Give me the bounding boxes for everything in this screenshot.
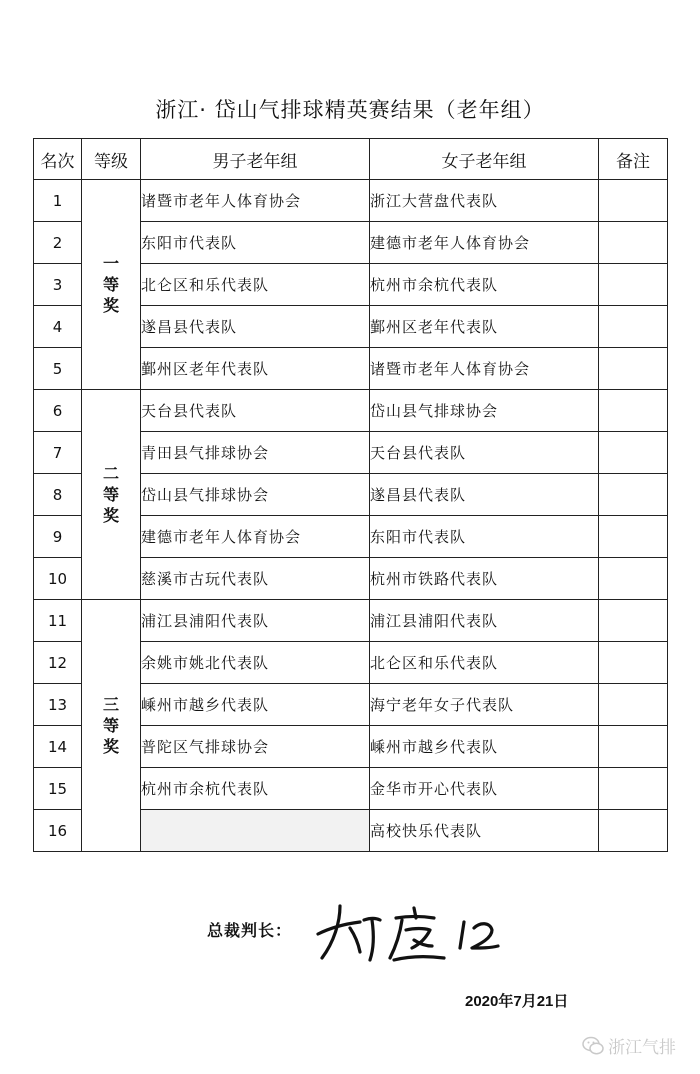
women-team-cell: 天台县代表队 bbox=[370, 432, 599, 474]
rank-cell: 4 bbox=[34, 306, 82, 348]
handwritten-signature bbox=[310, 898, 510, 968]
watermark-text: 浙江气排 bbox=[608, 1038, 676, 1058]
table-row bbox=[34, 180, 668, 222]
men-team-cell bbox=[141, 810, 370, 852]
grade-cell-third bbox=[82, 600, 141, 852]
page-title: 浙江· 岱山气排球精英赛结果（老年组） bbox=[155, 98, 545, 122]
women-team-cell: 东阳市代表队 bbox=[370, 516, 599, 558]
men-team-cell: 青田县气排球协会 bbox=[141, 432, 370, 474]
date-text: 2020年7月21日 bbox=[465, 993, 569, 1010]
rank-cell: 6 bbox=[34, 390, 82, 432]
note-cell bbox=[599, 516, 668, 558]
rank-cell: 15 bbox=[34, 768, 82, 810]
men-team-cell: 浦江县浦阳代表队 bbox=[141, 600, 370, 642]
note-cell bbox=[599, 726, 668, 768]
men-team-cell: 东阳市代表队 bbox=[141, 222, 370, 264]
table-row bbox=[34, 600, 668, 642]
men-team-cell: 遂昌县代表队 bbox=[141, 306, 370, 348]
chief-referee-label: 总裁判长： bbox=[207, 921, 293, 940]
men-team-cell: 普陀区气排球协会 bbox=[141, 726, 370, 768]
men-team-cell: 鄞州区老年代表队 bbox=[141, 348, 370, 390]
table-header-row bbox=[34, 139, 668, 180]
men-team-cell: 岱山县气排球协会 bbox=[141, 474, 370, 516]
rank-cell: 7 bbox=[34, 432, 82, 474]
rank-cell: 5 bbox=[34, 348, 82, 390]
table-row bbox=[34, 390, 668, 432]
men-team-cell: 北仑区和乐代表队 bbox=[141, 264, 370, 306]
watermark bbox=[582, 1033, 676, 1058]
header-notes: 备注 bbox=[599, 139, 668, 180]
rank-cell: 16 bbox=[34, 810, 82, 852]
note-cell bbox=[599, 180, 668, 222]
grade-cell-first bbox=[82, 180, 141, 390]
rank-cell: 3 bbox=[34, 264, 82, 306]
grade-label: 二等奖 bbox=[102, 464, 119, 525]
header-women: 女子老年组 bbox=[370, 139, 599, 180]
women-team-cell: 浙江大营盘代表队 bbox=[370, 180, 599, 222]
men-team-cell: 嵊州市越乡代表队 bbox=[141, 684, 370, 726]
rank-cell: 9 bbox=[34, 516, 82, 558]
note-cell bbox=[599, 474, 668, 516]
women-team-cell: 岱山县气排球协会 bbox=[370, 390, 599, 432]
wechat-icon bbox=[582, 1036, 604, 1056]
men-team-cell: 余姚市姚北代表队 bbox=[141, 642, 370, 684]
women-team-cell: 金华市开心代表队 bbox=[370, 768, 599, 810]
rank-cell: 12 bbox=[34, 642, 82, 684]
note-cell bbox=[599, 768, 668, 810]
women-team-cell: 海宁老年女子代表队 bbox=[370, 684, 599, 726]
men-team-cell: 杭州市余杭代表队 bbox=[141, 768, 370, 810]
header-grade: 等级 bbox=[82, 139, 141, 180]
note-cell bbox=[599, 348, 668, 390]
men-team-cell: 慈溪市古玩代表队 bbox=[141, 558, 370, 600]
men-team-cell: 天台县代表队 bbox=[141, 390, 370, 432]
grade-label: 一等奖 bbox=[102, 254, 119, 315]
women-team-cell: 遂昌县代表队 bbox=[370, 474, 599, 516]
grade-cell-second bbox=[82, 390, 141, 600]
rank-cell: 14 bbox=[34, 726, 82, 768]
note-cell bbox=[599, 810, 668, 852]
men-team-cell: 诸暨市老年人体育协会 bbox=[141, 180, 370, 222]
note-cell bbox=[599, 432, 668, 474]
rank-cell: 1 bbox=[34, 180, 82, 222]
grade-label: 三等奖 bbox=[102, 695, 119, 756]
women-team-cell: 杭州市余杭代表队 bbox=[370, 264, 599, 306]
women-team-cell: 浦江县浦阳代表队 bbox=[370, 600, 599, 642]
note-cell bbox=[599, 684, 668, 726]
rank-cell: 2 bbox=[34, 222, 82, 264]
note-cell bbox=[599, 558, 668, 600]
note-cell bbox=[599, 264, 668, 306]
men-team-cell: 建德市老年人体育协会 bbox=[141, 516, 370, 558]
results-table bbox=[33, 138, 668, 852]
note-cell bbox=[599, 642, 668, 684]
note-cell bbox=[599, 306, 668, 348]
women-team-cell: 嵊州市越乡代表队 bbox=[370, 726, 599, 768]
note-cell bbox=[599, 600, 668, 642]
women-team-cell: 高校快乐代表队 bbox=[370, 810, 599, 852]
rank-cell: 8 bbox=[34, 474, 82, 516]
women-team-cell: 北仑区和乐代表队 bbox=[370, 642, 599, 684]
header-rank: 名次 bbox=[34, 139, 82, 180]
women-team-cell: 诸暨市老年人体育协会 bbox=[370, 348, 599, 390]
note-cell bbox=[599, 390, 668, 432]
rank-cell: 11 bbox=[34, 600, 82, 642]
women-team-cell: 鄞州区老年代表队 bbox=[370, 306, 599, 348]
note-cell bbox=[599, 222, 668, 264]
rank-cell: 13 bbox=[34, 684, 82, 726]
women-team-cell: 建德市老年人体育协会 bbox=[370, 222, 599, 264]
rank-cell: 10 bbox=[34, 558, 82, 600]
header-men: 男子老年组 bbox=[141, 139, 370, 180]
women-team-cell: 杭州市铁路代表队 bbox=[370, 558, 599, 600]
